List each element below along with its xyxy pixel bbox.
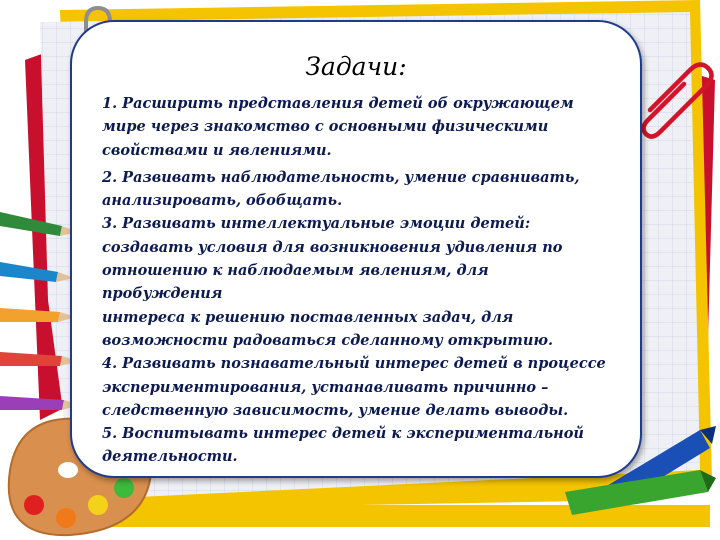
task-item-2: 2. Развивать наблюдательность, умение сравнивать, анализировать, обобщать. xyxy=(102,168,580,210)
page-title: Задачи: xyxy=(305,52,407,81)
task-item-1: 1. Расширить представления детей об окружающем мире через знакомство с основными физическими свойствами и явлениями. xyxy=(102,95,574,159)
bottom-yellow-strip xyxy=(110,505,710,527)
task-item-3: 3. Развивать интеллектуальные эмоции детей: создавать условия для возникновения удивления по отношению к наблюдаемым явлениям, для пробуждения интереса к решению поставленных задач, для возможности радоваться сделанному открытию. xyxy=(102,215,563,349)
tasks-card xyxy=(70,20,642,478)
tasks-list xyxy=(102,92,612,469)
task-item-4: 4. Развивать познавательный интерес детей в процессе экспериментирования, устанавливать причинно – следственную зависимость, умение делать выводы. xyxy=(102,355,606,419)
task-item-5: 5. Воспитывать интерес детей к экспериментальной деятельности. xyxy=(102,425,584,466)
